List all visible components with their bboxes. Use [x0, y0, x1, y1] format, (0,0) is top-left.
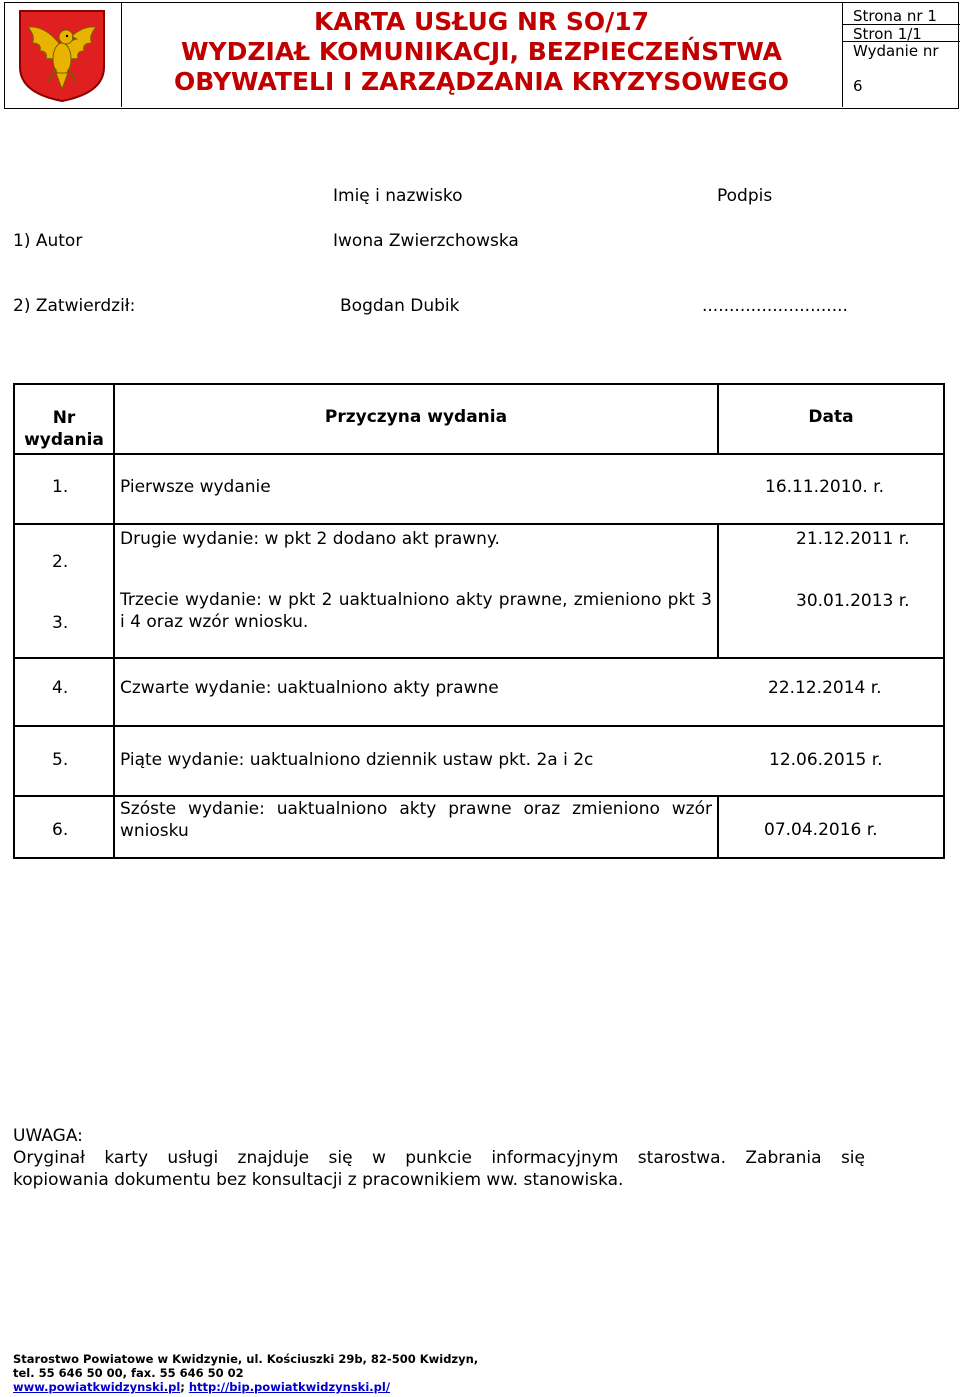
footer-links	[13, 1380, 478, 1394]
bip-link[interactable]: http://bip.powiatkwidzynski.pl/	[188, 1380, 391, 1394]
notice	[13, 1125, 865, 1191]
edition-label: Wydanie nr	[853, 42, 939, 60]
row-5-date: 12.06.2015 r.	[769, 750, 883, 770]
link-separator: ;	[180, 1380, 189, 1394]
page-info-cell	[843, 3, 960, 107]
page-footer	[13, 1352, 478, 1394]
row-6-date: 07.04.2016 r.	[764, 820, 878, 840]
author-name: Iwona Zwierzchowska	[333, 231, 519, 251]
row-4-reason: Czwarte wydanie: uaktualniono akty prawne	[120, 678, 499, 698]
notice-line-1: Oryginał karty usługi znajduje się w punkcie informacyjnym starostwa. Zabrania się	[13, 1148, 865, 1168]
document-title	[121, 7, 842, 97]
title-line-3: OBYWATELI I ZARZĄDZANIA KRYZYSOWEGO	[174, 67, 789, 96]
row-5-reason: Piąte wydanie: uaktualniono dziennik ustaw pkt. 2a i 2c	[120, 750, 594, 770]
row-5-nr: 5.	[52, 750, 69, 770]
row-2-reason: Drugie wydanie: w pkt 2 dodano akt prawny.	[120, 529, 500, 549]
title-line-2: WYDZIAŁ KOMUNIKACJI, BEZPIECZEŃSTWA	[180, 37, 783, 66]
header-date: Data	[808, 407, 854, 427]
pages-label: Stron 1/1	[853, 25, 922, 43]
approver-signature-line: ...........................	[702, 296, 848, 316]
row-6-reason: Szóste wydanie: uaktualniono akty prawne oraz zmieniono wzór wniosku	[120, 799, 712, 841]
edition-value: 6	[853, 77, 863, 95]
page-label: Strona nr 1	[853, 7, 937, 25]
document-header	[4, 2, 959, 109]
row-1-reason: Pierwsze wydanie	[120, 477, 271, 497]
row-3-nr: 3.	[52, 613, 69, 633]
author-role: 1) Autor	[13, 231, 83, 251]
title-line-1: KARTA USŁUG NR SO/17	[313, 7, 650, 36]
row-4-nr: 4.	[52, 678, 69, 698]
website-link[interactable]: www.powiatkwidzynski.pl	[13, 1380, 181, 1394]
logo-cell	[5, 3, 122, 107]
row-2-nr: 2.	[52, 552, 69, 572]
header-edition-number: Nr wydania	[24, 408, 104, 450]
row-3-date: 30.01.2013 r.	[796, 591, 910, 611]
approver-name: Bogdan Dubik	[340, 296, 460, 316]
signature-sign-header: Podpis	[717, 186, 773, 206]
footer-phone: tel. 55 646 50 00, fax. 55 646 50 02	[13, 1366, 244, 1380]
title-cell	[121, 3, 843, 107]
eagle-crest-icon	[16, 7, 108, 103]
row-1-date: 16.11.2010. r.	[765, 477, 884, 497]
row-6-nr: 6.	[52, 820, 69, 840]
approver-role: 2) Zatwierdził:	[13, 296, 136, 316]
row-3-reason: Trzecie wydanie: w pkt 2 uaktualniono akty prawne, zmieniono pkt 3 i 4 oraz wzór wniosku.	[120, 590, 712, 632]
row-4-date: 22.12.2014 r.	[768, 678, 882, 698]
header-reason: Przyczyna wydania	[324, 407, 508, 427]
notice-heading: UWAGA:	[13, 1126, 83, 1146]
row-1-nr: 1.	[52, 477, 69, 497]
edition-history-table	[13, 383, 945, 859]
signature-name-header: Imię i nazwisko	[333, 186, 463, 206]
notice-line-2: kopiowania dokumentu bez konsultacji z pracownikiem ww. stanowiska.	[13, 1170, 624, 1190]
footer-address: Starostwo Powiatowe w Kwidzynie, ul. Kościuszki 29b, 82-500 Kwidzyn,	[13, 1352, 479, 1366]
row-2-date: 21.12.2011 r.	[796, 529, 910, 549]
